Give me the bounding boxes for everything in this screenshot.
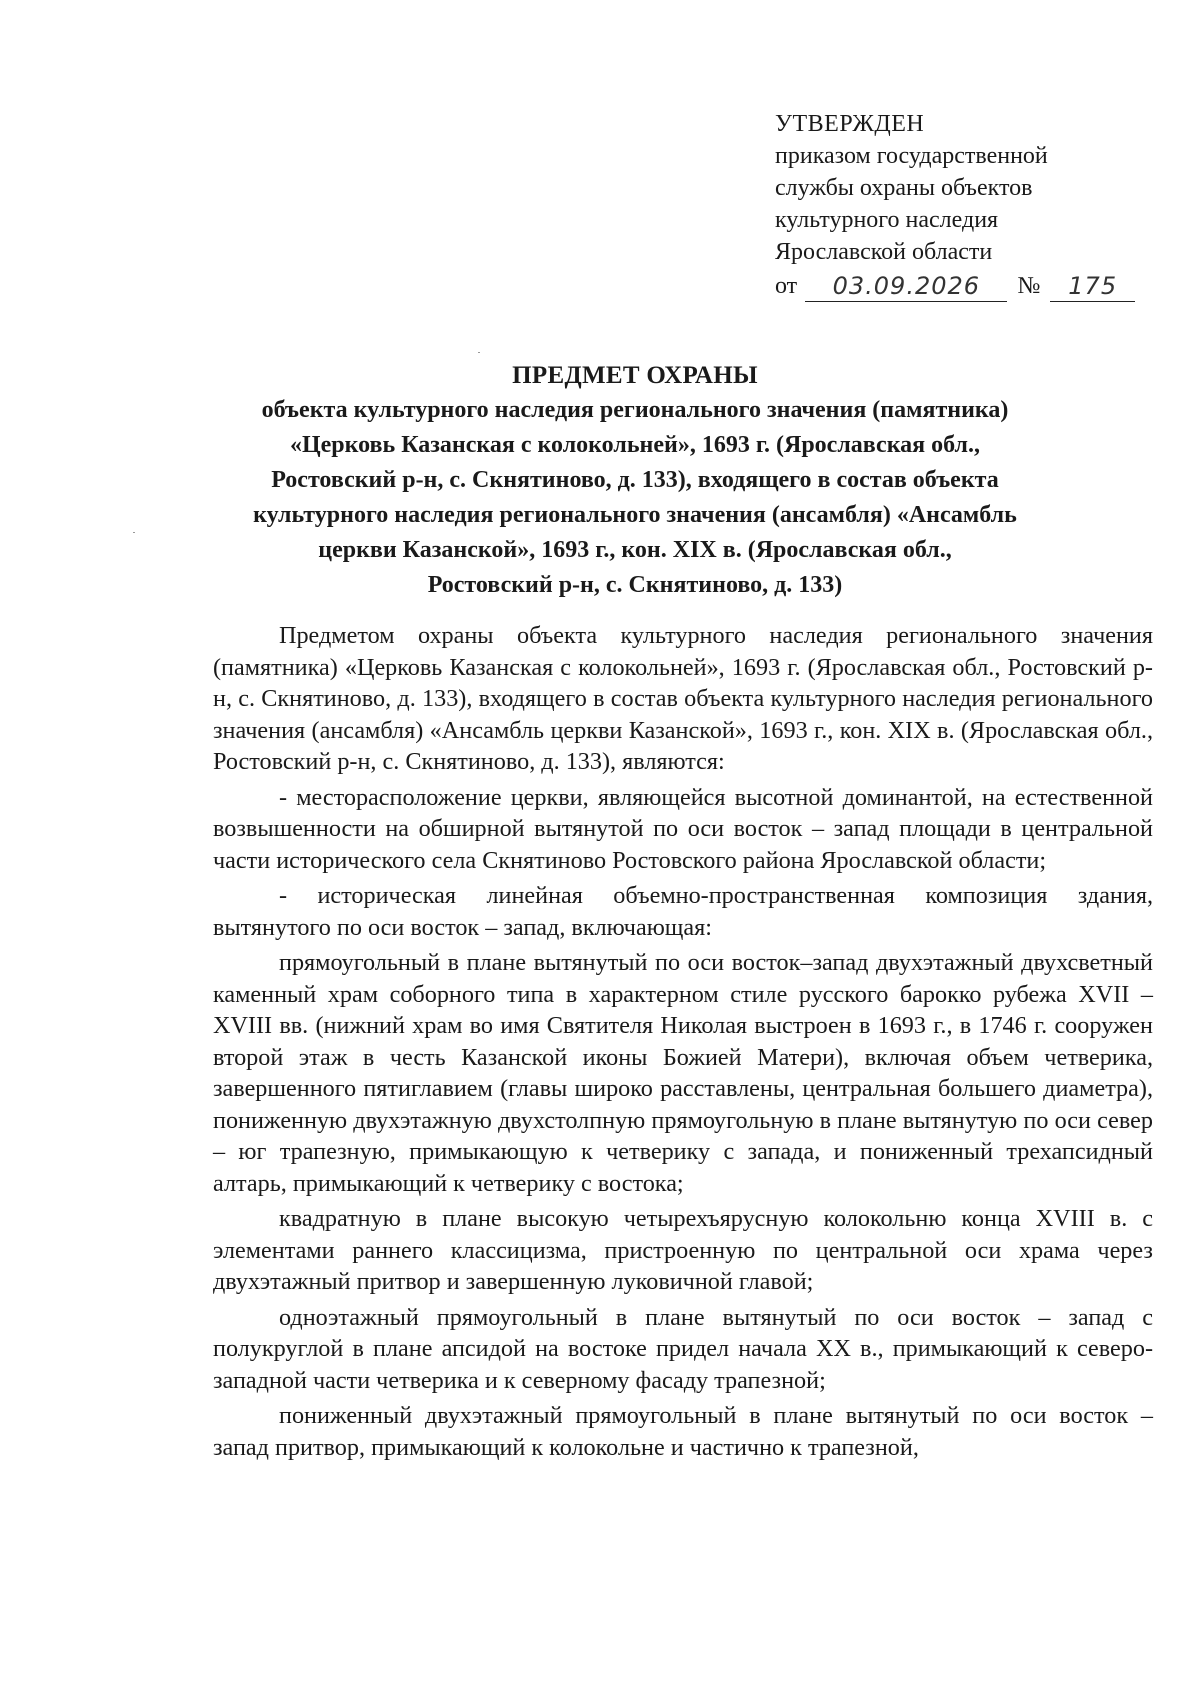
body-paragraph-temple: прямоугольный в плане вытянутый по оси восток–запад двухэтажный двухсветный каменный храм соборного типа в характерном стиле русского барокко рубежа XVII – XVIII вв. (нижний храм во имя Святителя Николая выстроен в 1693 г., в 1746 г. сооружен второй этаж в честь Казанской иконы Божией Матери), включая объем четверика, завершенного пятиглавием (главы широко расставлены, центральная большего диаметра), пониженную двухэтажную двухстолпную прямоугольную в плане вытянутую по оси север – юг трапезную, примыкающую к четверику с запада, и пониженный трехапсидный алтарь, примыкающий к четверику с востока; [213,949,1153,1197]
body-paragraph-intro: Предметом охраны объекта культурного наследия регионального значения (памятника) «Церковь Казанская с колокольней», 1693 г. (Ярославская обл., Ростовский р-н, с. Скнятиново, д. 133), входящего в состав объекта культурного наследия регионального значения (ансамбля) «Ансамбль церкви Казанской», 1693 г., кон. XIX в. (Ярославская обл., Ростовский р-н, с. Скнятиново, д. 133), являются: [213,622,1153,775]
document-body [213,620,1153,1463]
title-subtitle-line: церкви Казанской», 1693 г., кон. XIX в. (Ярославская обл., [318,537,952,563]
body-paragraph-bell-tower: квадратную в плане высокую четырехъярусную колокольню конца XVIII в. с элементами раннего классицизма, пристроенную по центральной оси храма через двухэтажный притвор и завершенную луковичной главой; [213,1205,1153,1295]
approval-line: службы охраны объектов [775,175,1033,201]
approval-stamp-block [775,108,1135,302]
approval-line: культурного наследия [775,207,999,233]
title-subtitle-line: Ростовский р-н, с. Скнятиново, д. 133), входящего в состав объекта [271,467,999,493]
title-subtitle-line: объекта культурного наследия регионального значения (памятника) [261,397,1009,423]
scan-speck [478,352,480,353]
order-date-number-line [775,270,1135,302]
order-date-handwritten: 03.09.2026 [805,271,1007,302]
body-paragraph-narthex: пониженный двухэтажный прямоугольный в плане вытянутый по оси восток – запад притвор, примыкающий к колокольне и частично к трапезной, [213,1402,1153,1461]
title-subtitle-line: Ростовский р-н, с. Скнятиново, д. 133) [427,572,843,598]
approval-line: приказом государственной [775,143,1048,169]
approval-line: Ярославской области [775,239,993,265]
scan-speck [133,532,135,533]
approval-heading: УТВЕРЖДЕН [775,111,925,137]
body-paragraph-location: - месторасположение церкви, являющейся высотной доминантой, на естественной возвышенности на обширной вытянутой по оси восток – запад площади в центральной части исторического села Скнятиново Ростовского района Ярославской области; [213,783,1153,874]
number-prefix: № [1017,273,1041,299]
title-subtitle-line: «Церковь Казанская с колокольней», 1693 г. (Ярославская обл., [289,432,981,458]
document-title: ПРЕДМЕТ ОХРАНЫ [512,362,758,389]
document-title-block [200,358,1070,603]
order-number-handwritten: 175 [1050,271,1135,302]
title-subtitle-line: культурного наследия регионального значения (ансамбля) «Ансамбль [253,502,1017,528]
body-paragraph-chapel: одноэтажный прямоугольный в плане вытянутый по оси восток – запад с полукруглой в плане апсидой на востоке придел начала XX в., примыкающий к северо-западной части четверика и к северному фасаду трапезной; [213,1303,1153,1394]
date-prefix: от [775,273,798,299]
body-paragraph-composition: - историческая линейная объемно-пространственная композиция здания, вытянутого по оси восток – запад, включающая: [213,882,1153,941]
